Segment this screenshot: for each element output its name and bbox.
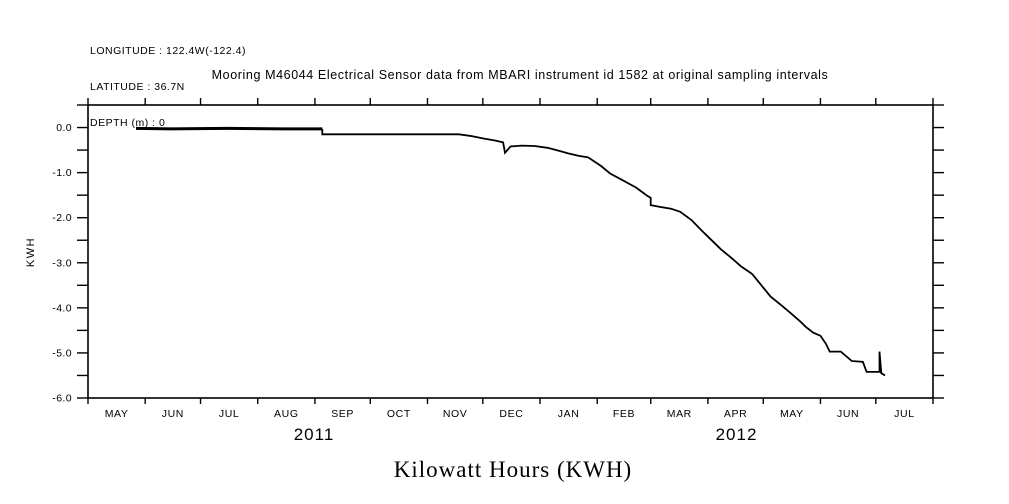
x-month-label: DEC (499, 408, 524, 420)
x-month-label: JUN (161, 408, 184, 420)
x-month-label: FEB (612, 408, 636, 420)
x-month-label: APR (723, 408, 748, 420)
x-month-label: AUG (274, 408, 299, 420)
x-month-label: MAY (104, 408, 129, 420)
chart-title: Mooring M46044 Electrical Sensor data from MBARI instrument id 1582 at original sampling intervals (211, 68, 829, 82)
x-axis-bottom-title: Kilowatt Hours (KWH) (393, 457, 633, 482)
y-axis-title: KWH (25, 236, 37, 268)
longitude-line: LONGITUDE : 122.4W(-122.4) (90, 45, 246, 57)
x-month-label: JUL (218, 408, 240, 420)
x-month-label: OCT (386, 408, 411, 420)
y-tick-label: -3.0 (52, 257, 72, 270)
x-month-label: MAR (666, 408, 692, 420)
x-month-label: JUL (894, 408, 915, 420)
x-month-label: MAY (779, 408, 804, 420)
y-tick-label: -6.0 (52, 392, 72, 405)
series-cumulative-kwh (322, 129, 885, 376)
x-month-label: SEP (331, 408, 355, 420)
y-tick-label: -4.0 (52, 302, 72, 315)
y-tick-label: -1.0 (52, 167, 72, 180)
x-month-label: JAN (557, 408, 580, 420)
plot-frame (88, 105, 933, 398)
latitude-line: LATITUDE : 36.7N (90, 81, 185, 93)
y-tick-label: -2.0 (52, 212, 72, 225)
x-year-label: 2011 (293, 425, 335, 444)
y-tick-label: 0.0 (56, 122, 72, 135)
x-month-label: JUN (837, 408, 860, 420)
depth-line: DEPTH (m) : 0 (90, 117, 166, 129)
y-tick-label: -5.0 (52, 347, 72, 360)
series-initial-flat-segment (136, 128, 322, 129)
x-year-label: 2012 (715, 425, 758, 444)
x-month-label: NOV (442, 408, 468, 420)
